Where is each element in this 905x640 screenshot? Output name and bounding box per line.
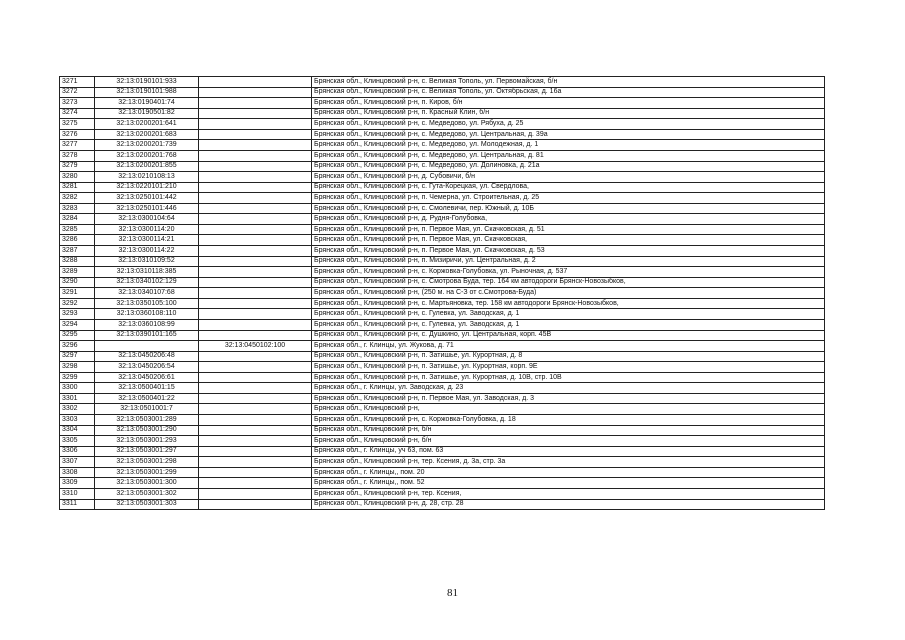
address-cell: Брянская обл., Клинцовский р-н, б/н — [312, 425, 825, 436]
address-cell: Брянская обл., Клинцовский р-н, б/н — [312, 436, 825, 447]
table-row — [60, 436, 825, 447]
row-number-cell: 3311 — [60, 499, 95, 510]
cadastral-number-cell: 32:13:0190501:82 — [95, 108, 199, 119]
row-number-cell: 3284 — [60, 214, 95, 225]
secondary-cadastral-cell — [199, 235, 312, 246]
registry-table — [59, 76, 825, 510]
table-row — [60, 467, 825, 478]
cadastral-number-cell: 32:13:0200201:768 — [95, 150, 199, 161]
secondary-cadastral-cell — [199, 309, 312, 320]
address-cell: Брянская обл., Клинцовский р-н, с. Гулевка, ул. Заводская, д. 1 — [312, 319, 825, 330]
row-number-cell: 3276 — [60, 129, 95, 140]
cadastral-number-cell: 32:13:0300114:20 — [95, 224, 199, 235]
table-row — [60, 129, 825, 140]
cadastral-number-cell: 32:13:0190101:988 — [95, 87, 199, 98]
cadastral-number-cell: 32:13:0500401:22 — [95, 393, 199, 404]
address-cell: Брянская обл., Клинцовский р-н, с. Коржовка-Голубовка, д. 18 — [312, 415, 825, 426]
secondary-cadastral-cell — [199, 488, 312, 499]
secondary-cadastral-cell — [199, 499, 312, 510]
row-number-cell: 3298 — [60, 362, 95, 373]
table-row — [60, 77, 825, 88]
row-number-cell: 3274 — [60, 108, 95, 119]
table-row — [60, 98, 825, 109]
row-number-cell: 3286 — [60, 235, 95, 246]
row-number-cell: 3275 — [60, 119, 95, 130]
row-number-cell: 3309 — [60, 478, 95, 489]
row-number-cell: 3277 — [60, 140, 95, 151]
cadastral-number-cell: 32:13:0200201:855 — [95, 161, 199, 172]
row-number-cell: 3288 — [60, 256, 95, 267]
secondary-cadastral-cell — [199, 140, 312, 151]
cadastral-number-cell: 32:13:0340107:68 — [95, 288, 199, 299]
row-number-cell: 3296 — [60, 341, 95, 352]
secondary-cadastral-cell — [199, 182, 312, 193]
address-cell: Брянская обл., Клинцовский р-н, с. Медведово, ул. Молодежная, д. 1 — [312, 140, 825, 151]
cadastral-number-cell: 32:13:0250101:446 — [95, 203, 199, 214]
secondary-cadastral-cell — [199, 436, 312, 447]
secondary-cadastral-cell — [199, 129, 312, 140]
secondary-cadastral-cell — [199, 246, 312, 257]
row-number-cell: 3289 — [60, 267, 95, 278]
row-number-cell: 3282 — [60, 193, 95, 204]
table-row — [60, 161, 825, 172]
address-cell: Брянская обл., Клинцовский р-н, с. Великая Тополь, ул. Октябрьская, д. 16а — [312, 87, 825, 98]
cadastral-number-cell: 32:13:0503001:303 — [95, 499, 199, 510]
document-page — [59, 76, 825, 510]
cadastral-number-cell: 32:13:0450206:61 — [95, 372, 199, 383]
secondary-cadastral-cell — [199, 277, 312, 288]
table-row — [60, 140, 825, 151]
cadastral-number-cell: 32:13:0360108:99 — [95, 319, 199, 330]
cadastral-number-cell: 32:13:0500401:15 — [95, 383, 199, 394]
table-row — [60, 193, 825, 204]
address-cell: Брянская обл., г. Клинцы,, пом. 20 — [312, 467, 825, 478]
address-cell: Брянская обл., Клинцовский р-н, — [312, 404, 825, 415]
address-cell: Брянская обл., Клинцовский р-н, тер. Ксения, — [312, 488, 825, 499]
page-number: 81 — [447, 587, 458, 599]
secondary-cadastral-cell — [199, 267, 312, 278]
cadastral-number-cell: 32:13:0503001:293 — [95, 436, 199, 447]
table-row — [60, 288, 825, 299]
secondary-cadastral-cell — [199, 288, 312, 299]
row-number-cell: 3294 — [60, 319, 95, 330]
address-cell: Брянская обл., Клинцовский р-н, с. Душкино, ул. Центральная, корп. 45В — [312, 330, 825, 341]
row-number-cell: 3279 — [60, 161, 95, 172]
row-number-cell: 3293 — [60, 309, 95, 320]
address-cell: Брянская обл., Клинцовский р-н, тер. Ксения, д. 3а, стр. 3а — [312, 457, 825, 468]
secondary-cadastral-cell — [199, 330, 312, 341]
cadastral-number-cell: 32:13:0250101:442 — [95, 193, 199, 204]
address-cell: Брянская обл., Клинцовский р-н, д. Рудня-Голубовка, — [312, 214, 825, 225]
address-cell: Брянская обл., Клинцовский р-н, с. Смотрова Буда, тер. 164 км автодороги Брянск-Новозыбков, — [312, 277, 825, 288]
cadastral-number-cell: 32:13:0190401:74 — [95, 98, 199, 109]
secondary-cadastral-cell — [199, 457, 312, 468]
secondary-cadastral-cell — [199, 372, 312, 383]
row-number-cell: 3280 — [60, 172, 95, 183]
secondary-cadastral-cell — [199, 362, 312, 373]
cadastral-number-cell: 32:13:0350105:100 — [95, 298, 199, 309]
table-row — [60, 372, 825, 383]
cadastral-number-cell: 32:13:0503001:300 — [95, 478, 199, 489]
secondary-cadastral-cell — [199, 98, 312, 109]
address-cell: Брянская обл., г. Клинцы, уч 63, пом. 63 — [312, 446, 825, 457]
address-cell: Брянская обл., Клинцовский р-н, п. Первое Мая, ул. Заводская, д. 3 — [312, 393, 825, 404]
address-cell: Брянская обл., Клинцовский р-н, п. Мизиричи, ул. Центральная, д. 2 — [312, 256, 825, 267]
secondary-cadastral-cell — [199, 108, 312, 119]
secondary-cadastral-cell — [199, 446, 312, 457]
secondary-cadastral-cell — [199, 193, 312, 204]
row-number-cell: 3304 — [60, 425, 95, 436]
row-number-cell: 3308 — [60, 467, 95, 478]
table-row — [60, 87, 825, 98]
row-number-cell: 3302 — [60, 404, 95, 415]
address-cell: Брянская обл., Клинцовский р-н, п. Красный Клин, б/н — [312, 108, 825, 119]
secondary-cadastral-cell — [199, 393, 312, 404]
table-row — [60, 119, 825, 130]
cadastral-number-cell: 32:13:0200201:739 — [95, 140, 199, 151]
secondary-cadastral-cell — [199, 404, 312, 415]
row-number-cell: 3272 — [60, 87, 95, 98]
table-row — [60, 172, 825, 183]
table-row — [60, 150, 825, 161]
table-row — [60, 298, 825, 309]
row-number-cell: 3291 — [60, 288, 95, 299]
row-number-cell: 3299 — [60, 372, 95, 383]
row-number-cell: 3271 — [60, 77, 95, 88]
address-cell: Брянская обл., Клинцовский р-н, д. 28, стр. 28 — [312, 499, 825, 510]
cadastral-number-cell: 32:13:0360108:110 — [95, 309, 199, 320]
row-number-cell: 3285 — [60, 224, 95, 235]
table-row — [60, 341, 825, 352]
table-row — [60, 393, 825, 404]
secondary-cadastral-cell — [199, 351, 312, 362]
address-cell: Брянская обл., Клинцовский р-н, с. Гулевка, ул. Заводская, д. 1 — [312, 309, 825, 320]
secondary-cadastral-cell — [199, 256, 312, 267]
row-number-cell: 3273 — [60, 98, 95, 109]
row-number-cell: 3307 — [60, 457, 95, 468]
table-row — [60, 457, 825, 468]
table-row — [60, 224, 825, 235]
table-row — [60, 267, 825, 278]
secondary-cadastral-cell — [199, 467, 312, 478]
address-cell: Брянская обл., Клинцовский р-н, с. Гута-Корецкая, ул. Свердлова, — [312, 182, 825, 193]
address-cell: Брянская обл., Клинцовский р-н, с. Смолевичи, пер. Южный, д. 10Б — [312, 203, 825, 214]
secondary-cadastral-cell — [199, 87, 312, 98]
address-cell: Брянская обл., г. Клинцы, ул. Жукова, д. 71 — [312, 341, 825, 352]
row-number-cell: 3305 — [60, 436, 95, 447]
table-row — [60, 309, 825, 320]
row-number-cell: 3300 — [60, 383, 95, 394]
address-cell: Брянская обл., Клинцовский р-н, п. Первое Мая, ул. Скачковская, д. 51 — [312, 224, 825, 235]
table-row — [60, 446, 825, 457]
table-row — [60, 108, 825, 119]
table-row — [60, 362, 825, 373]
cadastral-number-cell: 32:13:0503001:302 — [95, 488, 199, 499]
secondary-cadastral-cell: 32:13:0450102:100 — [199, 341, 312, 352]
cadastral-number-cell: 32:13:0501001:7 — [95, 404, 199, 415]
address-cell: Брянская обл., Клинцовский р-н, д. Субовичи, б/н — [312, 172, 825, 183]
table-row — [60, 488, 825, 499]
registry-table-body — [60, 77, 825, 510]
row-number-cell: 3306 — [60, 446, 95, 457]
cadastral-number-cell: 32:13:0200201:683 — [95, 129, 199, 140]
address-cell: Брянская обл., г. Клинцы,, пом. 52 — [312, 478, 825, 489]
address-cell: Брянская обл., Клинцовский р-н, п. Первое Мая, ул. Скачковская, — [312, 235, 825, 246]
table-row — [60, 214, 825, 225]
address-cell: Брянская обл., Клинцовский р-н, п. Киров, б/н — [312, 98, 825, 109]
table-row — [60, 383, 825, 394]
row-number-cell: 3301 — [60, 393, 95, 404]
secondary-cadastral-cell — [199, 298, 312, 309]
row-number-cell: 3295 — [60, 330, 95, 341]
cadastral-number-cell: 32:13:0310118:385 — [95, 267, 199, 278]
cadastral-number-cell: 32:13:0300114:22 — [95, 246, 199, 257]
address-cell: Брянская обл., Клинцовский р-н, с. Великая Тополь, ул. Первомайская, б/н — [312, 77, 825, 88]
table-row — [60, 256, 825, 267]
address-cell: Брянская обл., Клинцовский р-н, с. Коржовка-Голубовка, ул. Рыночная, д. 537 — [312, 267, 825, 278]
address-cell: Брянская обл., Клинцовский р-н, с. Медведово, ул. Долиновка, д. 21а — [312, 161, 825, 172]
cadastral-number-cell: 32:13:0300104:64 — [95, 214, 199, 225]
address-cell: Брянская обл., Клинцовский р-н, с. Медведово, ул. Центральная, д. 81 — [312, 150, 825, 161]
row-number-cell: 3303 — [60, 415, 95, 426]
table-row — [60, 203, 825, 214]
secondary-cadastral-cell — [199, 224, 312, 235]
row-number-cell: 3281 — [60, 182, 95, 193]
table-row — [60, 351, 825, 362]
table-row — [60, 182, 825, 193]
table-row — [60, 277, 825, 288]
secondary-cadastral-cell — [199, 172, 312, 183]
table-row — [60, 330, 825, 341]
secondary-cadastral-cell — [199, 161, 312, 172]
address-cell: Брянская обл., Клинцовский р-н, п. Чемерна, ул. Строительная, д. 25 — [312, 193, 825, 204]
cadastral-number-cell: 32:13:0450206:54 — [95, 362, 199, 373]
cadastral-number-cell: 32:13:0390101:165 — [95, 330, 199, 341]
cadastral-number-cell: 32:13:0300114:21 — [95, 235, 199, 246]
address-cell: Брянская обл., Клинцовский р-н, п. Первое Мая, ул. Скачковская, д. 53 — [312, 246, 825, 257]
table-row — [60, 425, 825, 436]
address-cell: Брянская обл., г. Клинцы, ул. Заводская, д. 23 — [312, 383, 825, 394]
secondary-cadastral-cell — [199, 478, 312, 489]
table-row — [60, 246, 825, 257]
secondary-cadastral-cell — [199, 319, 312, 330]
cadastral-number-cell — [95, 341, 199, 352]
cadastral-number-cell: 32:13:0190101:933 — [95, 77, 199, 88]
address-cell: Брянская обл., Клинцовский р-н, с. Медведово, ул. Центральная, д. 39а — [312, 129, 825, 140]
secondary-cadastral-cell — [199, 150, 312, 161]
cadastral-number-cell: 32:13:0503001:289 — [95, 415, 199, 426]
table-row — [60, 478, 825, 489]
cadastral-number-cell: 32:13:0503001:298 — [95, 457, 199, 468]
row-number-cell: 3283 — [60, 203, 95, 214]
address-cell: Брянская обл., Клинцовский р-н, п. Затишье, ул. Курортная, д. 8 — [312, 351, 825, 362]
row-number-cell: 3278 — [60, 150, 95, 161]
row-number-cell: 3310 — [60, 488, 95, 499]
table-row — [60, 415, 825, 426]
row-number-cell: 3292 — [60, 298, 95, 309]
row-number-cell: 3297 — [60, 351, 95, 362]
row-number-cell: 3287 — [60, 246, 95, 257]
address-cell: Брянская обл., Клинцовский р-н, п. Затишье, ул. Курортная, д. 10В, стр. 10В — [312, 372, 825, 383]
table-row — [60, 319, 825, 330]
cadastral-number-cell: 32:13:0340102:129 — [95, 277, 199, 288]
cadastral-number-cell: 32:13:0200201:641 — [95, 119, 199, 130]
secondary-cadastral-cell — [199, 383, 312, 394]
cadastral-number-cell: 32:13:0450206:48 — [95, 351, 199, 362]
secondary-cadastral-cell — [199, 119, 312, 130]
cadastral-number-cell: 32:13:0503001:299 — [95, 467, 199, 478]
secondary-cadastral-cell — [199, 415, 312, 426]
address-cell: Брянская обл., Клинцовский р-н, п. Затишье, ул. Курортная, корп. 9Е — [312, 362, 825, 373]
table-row — [60, 235, 825, 246]
cadastral-number-cell: 32:13:0503001:297 — [95, 446, 199, 457]
secondary-cadastral-cell — [199, 214, 312, 225]
address-cell: Брянская обл., Клинцовский р-н, с. Медведово, ул. Рябуха, д. 25 — [312, 119, 825, 130]
cadastral-number-cell: 32:13:0220101:210 — [95, 182, 199, 193]
cadastral-number-cell: 32:13:0310109:52 — [95, 256, 199, 267]
table-row — [60, 499, 825, 510]
secondary-cadastral-cell — [199, 203, 312, 214]
secondary-cadastral-cell — [199, 425, 312, 436]
table-row — [60, 404, 825, 415]
secondary-cadastral-cell — [199, 77, 312, 88]
address-cell: Брянская обл., Клинцовский р-н, с. Мартьяновка, тер. 158 км автодороги Брянск-Новозыбков, — [312, 298, 825, 309]
cadastral-number-cell: 32:13:0210108:13 — [95, 172, 199, 183]
address-cell: Брянская обл., Клинцовский р-н, (250 м. на С-З от с.Смотрова-Буда) — [312, 288, 825, 299]
row-number-cell: 3290 — [60, 277, 95, 288]
cadastral-number-cell: 32:13:0503001:290 — [95, 425, 199, 436]
